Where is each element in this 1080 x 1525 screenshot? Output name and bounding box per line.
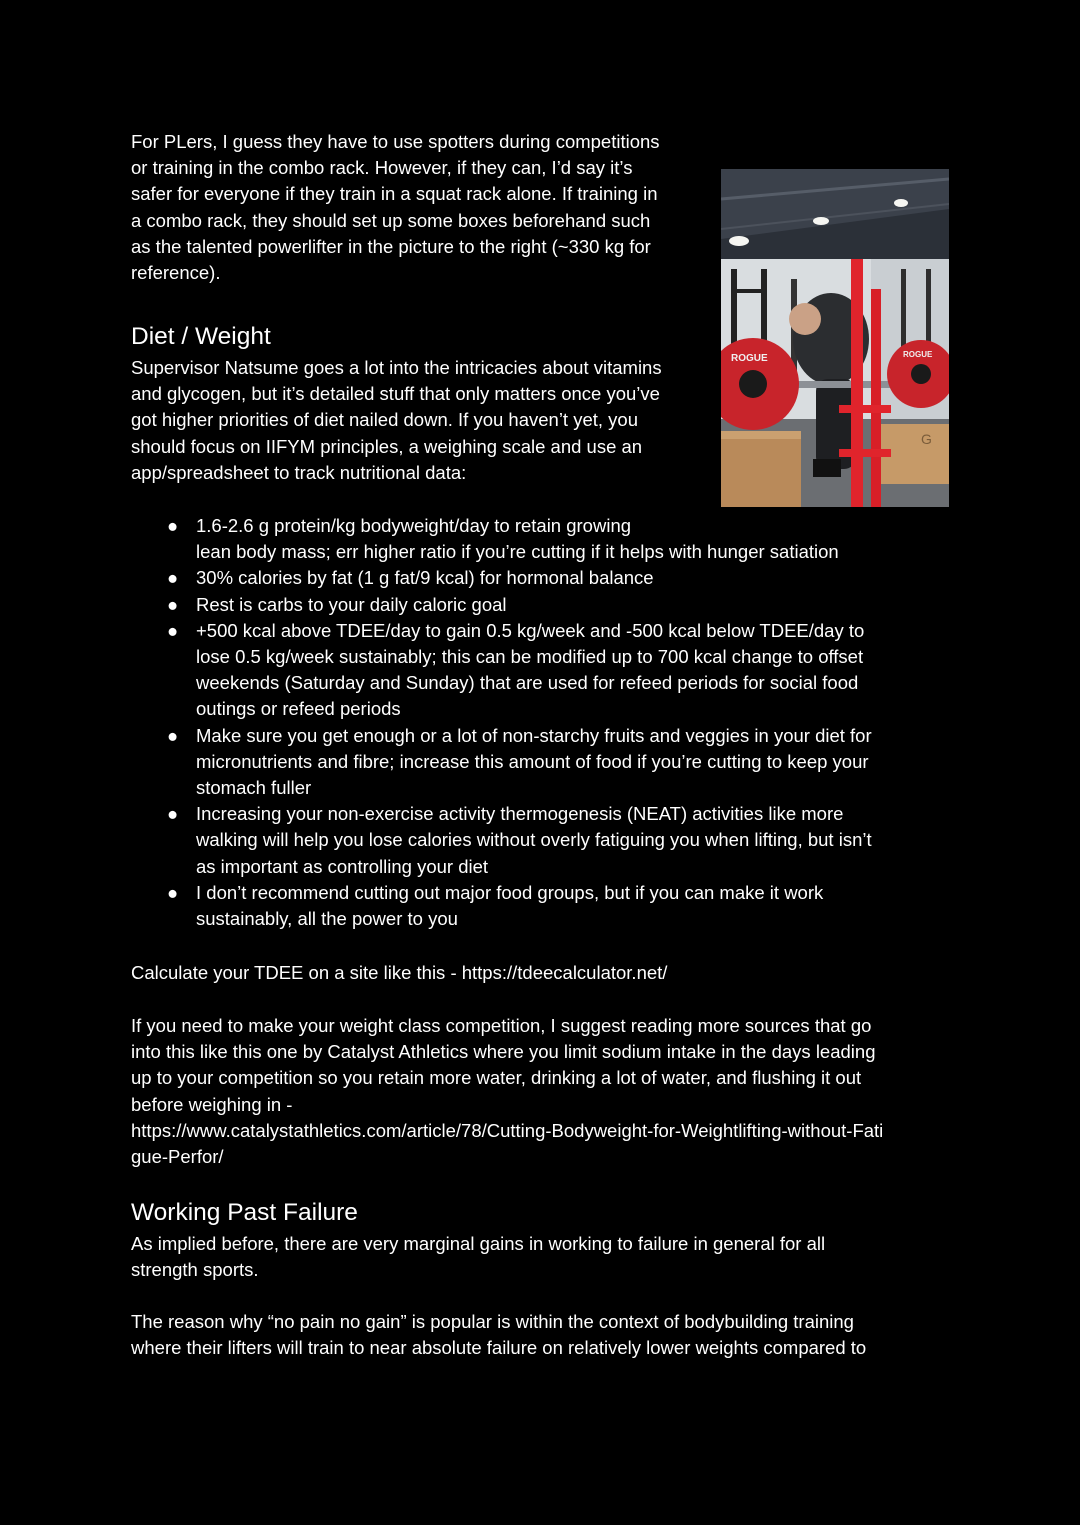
safety-arm [839,449,891,457]
text-line: outings or refeed periods [196,698,401,720]
text-line: weekends (Saturday and Sunday) that are used for refeed periods for social food [196,672,859,694]
bullet-icon: ● [167,881,179,903]
text-line: up to your competition so you retain more water, drinking a lot of water, and flushing it out [131,1067,862,1089]
list-item [131,592,872,618]
tdee-link-text: Calculate your TDEE on a site like this - https://tdeecalculator.net/ [131,962,668,983]
text-line: For PLers, I guess they have to use spotters during competitions [131,131,660,152]
list-item [131,801,872,880]
text-line: or training in the combo rack. However, if they can, I’d say it’s [131,157,633,179]
box-letter: G [921,431,932,447]
ceiling-light-icon [894,199,908,207]
bullet-icon: ● [167,724,179,746]
text-line: The reason why “no pain no gain” is popular is within the context of bodybuilding training [131,1311,854,1332]
text-line: lose 0.5 kg/week sustainably; this can be modified up to 700 kcal change to offset [196,646,864,668]
text-line: If you need to make your weight class competition, I suggest reading more sources that go [131,1015,872,1036]
failure-paragraph-1 [131,1231,825,1283]
ceiling-light-icon [813,217,829,225]
list-item [131,723,872,802]
text-line: as the talented powerlifter in the picture to the right (~330 kg for [131,235,651,257]
list-item [131,880,872,932]
photo-illustration [721,169,949,507]
text-line: sustainably, all the power to you [196,908,458,930]
safety-arm [839,405,891,413]
plate-brand-text: ROGUE [731,353,768,364]
list-item [131,513,872,565]
list-item [131,565,872,591]
failure-heading: Working Past Failure [131,1199,358,1226]
text-line: should focus on IIFYM principles, a weighing scale and use an [131,435,643,457]
list-item [131,618,872,723]
bullet-icon: ● [167,803,179,825]
text-line: Rest is carbs to your daily caloric goal [196,593,507,615]
diet-intro-paragraph [131,355,662,486]
rack-upright [871,289,881,507]
catalyst-link-text: https://www.catalystathletics.com/article/78/Cutting-Bodyweight-for-Weightlifting-without-Fati [131,1119,884,1141]
text-line: 1.6-2.6 g protein/kg bodyweight/day to retain growing [196,515,632,536]
text-line: micronutrients and fibre; increase this amount of food if you’re cutting to keep your [196,750,869,772]
text-line: lean body mass; err higher ratio if you’re cutting if it helps with hunger satiation [196,541,839,563]
lifter-head [789,303,821,335]
ceiling-light-icon [729,236,749,246]
text-line: Increasing your non-exercise activity thermogenesis (NEAT) activities like more [196,803,844,825]
text-line: got higher priorities of diet nailed down. If you haven’t yet, you [131,409,638,431]
bullet-icon: ● [167,593,179,615]
text-line: before weighing in - [131,1093,293,1115]
text-line: +500 kcal above TDEE/day to gain 0.5 kg/week and -500 kcal below TDEE/day to [196,619,865,641]
text-line: into this like this one by Catalyst Athletics where you limit sodium intake in the days leading [131,1041,876,1063]
text-line: Make sure you get enough or a lot of non-starchy fruits and veggies in your diet for [196,724,872,746]
text-line: where their lifters will train to near absolute failure on relatively lower weights compared to [131,1337,867,1359]
diet-bullet-list [131,513,872,932]
catalyst-link-text: gue-Perfor/ [131,1146,224,1168]
text-line: a combo rack, they should set up some boxes beforehand such [131,209,651,231]
plyo-box [721,431,801,507]
text-line: as important as controlling your diet [196,855,489,877]
text-line: safer for everyone if they train in a squat rack alone. If training in [131,183,658,205]
text-line: stomach fuller [196,777,312,799]
bullet-icon: ● [167,567,179,589]
text-line: walking will help you lose calories without overly fatiguing you when lifting, but isn’t [196,829,872,851]
bullet-icon: ● [167,619,179,641]
text-line: app/spreadsheet to track nutritional data: [131,461,467,483]
tdee-paragraph [131,960,667,986]
text-line: Supervisor Natsume goes a lot into the intricacies about vitamins [131,357,662,378]
powerlifter-squat-photo [721,169,949,507]
text-line: As implied before, there are very marginal gains in working to failure in general for all [131,1233,826,1254]
plate-brand-text: ROGUE [903,350,933,359]
failure-paragraph-2 [131,1309,866,1361]
bullet-icon: ● [167,515,179,536]
text-line: strength sports. [131,1259,259,1281]
rack-upright [851,259,863,507]
text-line: and glycogen, but it’s detailed stuff that only matters once you’ve [131,383,660,405]
text-line: 30% calories by fat (1 g fat/9 kcal) for hormonal balance [196,567,654,589]
diet-heading: Diet / Weight [131,323,271,350]
competition-paragraph [131,1013,883,1170]
text-line: reference). [131,262,221,284]
intro-paragraph [131,129,660,286]
text-line: I don’t recommend cutting out major food groups, but if you can make it work [196,881,824,903]
